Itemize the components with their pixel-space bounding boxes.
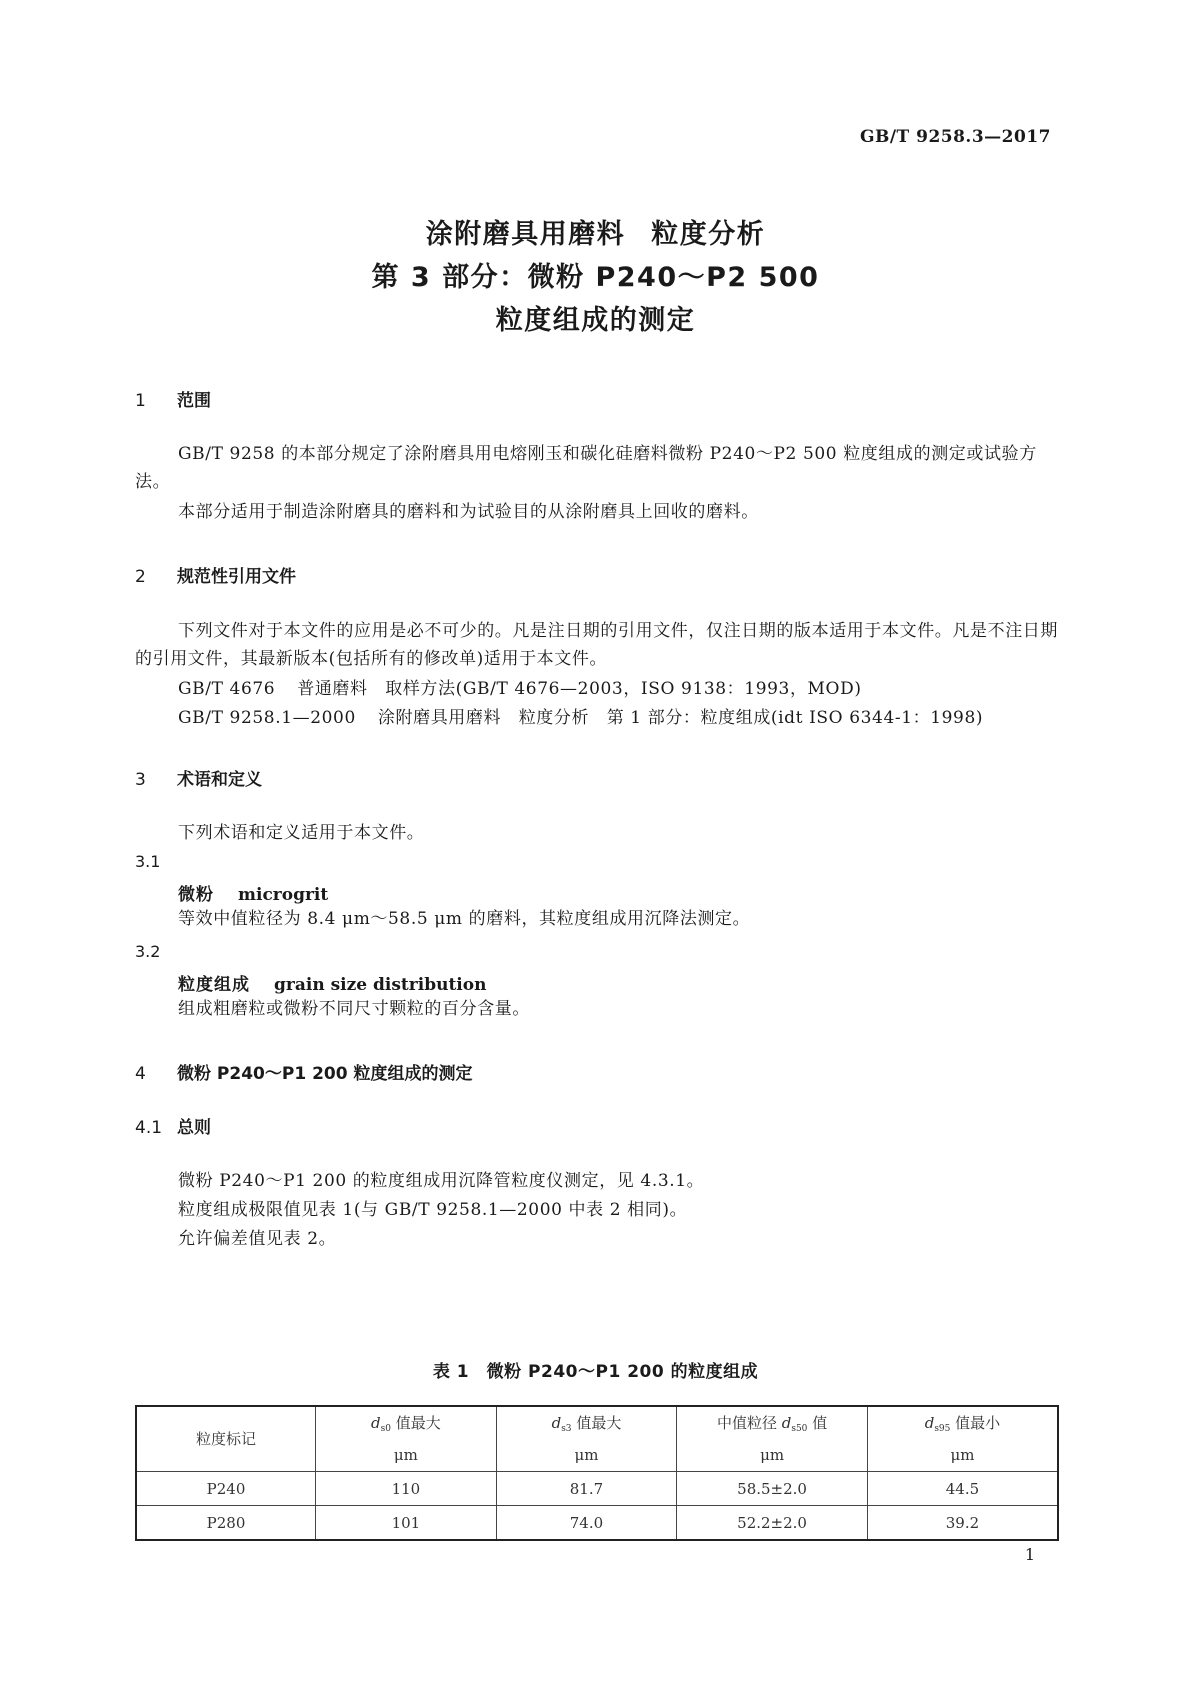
section-2-number: 2 <box>135 567 146 587</box>
header-ds0-symbol: d <box>371 1414 381 1432</box>
section-4-1-heading <box>135 1113 211 1138</box>
header-ds50-prefix: 中值粒径 <box>716 1414 782 1432</box>
header-ds3-max <box>496 1406 677 1472</box>
table-1 <box>135 1405 1059 1541</box>
reference-2 <box>178 704 1058 732</box>
section-4-1-number: 4.1 <box>135 1118 163 1138</box>
header-ds95-min <box>867 1406 1058 1472</box>
section-1-heading <box>135 386 211 411</box>
header-ds50-subscript: s50 <box>791 1424 808 1434</box>
title-line-2: 第 3 部分：微粉 P240～P2 500 <box>371 262 820 293</box>
section-4-1-paragraph-3: 允许偏差值见表 2。 <box>178 1229 337 1249</box>
page-number: 1 <box>1024 1545 1035 1564</box>
header-ds50-symbol: d <box>781 1414 792 1432</box>
section-1-number: 1 <box>135 391 146 411</box>
section-4-number: 4 <box>135 1064 146 1084</box>
table-row <box>136 1472 1058 1506</box>
reference-1-text: 普通磨料 取样方法(GB/T 4676—2003，ISO 9138：1993，MOD) <box>297 679 862 699</box>
reference-2-code: GB/T 9258.1—2000 <box>178 708 356 728</box>
section-4-title: 微粉 P240～P1 200 粒度组成的测定 <box>177 1064 473 1084</box>
header-ds95-subscript: s95 <box>934 1424 951 1434</box>
section-4-1-paragraph-2: 粒度组成极限值见表 1(与 GB/T 9258.1—2000 中表 2 相同)。 <box>178 1200 688 1220</box>
section-3-title: 术语和定义 <box>177 770 262 790</box>
section-3-number: 3 <box>135 770 146 790</box>
header-grit-designation: 粒度标记 <box>136 1406 316 1472</box>
term-2-definition: 组成粗磨粒或微粉不同尺寸颗粒的百分含量。 <box>178 999 530 1019</box>
term-1-number: 3.1 <box>135 852 161 871</box>
header-ds95-label: 值最小 <box>955 1414 1001 1432</box>
header-ds95-symbol: d <box>924 1414 935 1432</box>
table-cell: P240 <box>136 1472 316 1506</box>
table-cell: 110 <box>316 1472 497 1506</box>
term-1-english: microgrit <box>238 885 329 905</box>
section-3-heading <box>135 765 262 790</box>
term-2-name <box>178 970 1058 995</box>
table-cell: 81.7 <box>496 1472 677 1506</box>
title-line-1-part-b: 粒度分析 <box>651 219 766 250</box>
header-ds50-median <box>677 1406 868 1472</box>
section-1-paragraph-2: 本部分适用于制造涂附磨具的磨料和为试验目的从涂附磨具上回收的磨料。 <box>178 502 759 522</box>
header-ds0-label: 值最大 <box>395 1414 441 1432</box>
table-cell: 74.0 <box>496 1506 677 1541</box>
table-cell: P280 <box>136 1506 316 1541</box>
reference-2-text: 涂附磨具用磨料 粒度分析 第 1 部分：粒度组成(idt ISO 6344-1：1998) <box>377 708 984 728</box>
header-ds3-label: 值最大 <box>576 1414 622 1432</box>
term-2-english: grain size distribution <box>274 975 487 995</box>
section-2-paragraph-1: 下列文件对于本文件的应用是必不可少的。凡是注日期的引用文件，仅注日期的版本适用于本文件。凡是不注日期的引用文件，其最新版本(包括所有的修改单)适用于本文件。 <box>135 621 1058 669</box>
table-cell: 58.5±2.0 <box>677 1472 868 1506</box>
table-1-caption: 表 1 微粉 P240～P1 200 的粒度组成 <box>432 1362 759 1382</box>
header-ds0-subscript: s0 <box>380 1424 391 1434</box>
section-4-1-paragraph-1: 微粉 P240～P1 200 的粒度组成用沉降管粒度仪测定，见 4.3.1。 <box>178 1171 705 1191</box>
section-1-paragraph-1: GB/T 9258 的本部分规定了涂附磨具用电熔刚玉和碳化硅磨料微粉 P240～P2 500 粒度组成的测定或试验方法。 <box>135 444 1037 492</box>
header-ds0-max <box>316 1406 497 1472</box>
term-1-chinese: 微粉 <box>178 885 214 905</box>
section-2-heading <box>135 562 296 587</box>
table-row <box>136 1506 1058 1541</box>
term-2-chinese: 粒度组成 <box>178 975 250 995</box>
header-ds0-unit: μm <box>393 1446 418 1464</box>
header-ds3-unit: μm <box>574 1446 599 1464</box>
title-line-3: 粒度组成的测定 <box>495 305 696 336</box>
section-1-title: 范围 <box>177 391 211 411</box>
header-ds95-unit: μm <box>950 1446 975 1464</box>
reference-1-code: GB/T 4676 <box>178 679 276 699</box>
standard-code: GB/T 9258.3—2017 <box>859 127 1051 147</box>
table-cell: 101 <box>316 1506 497 1541</box>
section-4-heading <box>135 1059 472 1084</box>
term-1-definition: 等效中值粒径为 8.4 μm～58.5 μm 的磨料，其粒度组成用沉降法测定。 <box>178 909 751 929</box>
table-cell: 52.2±2.0 <box>677 1506 868 1541</box>
term-2-number: 3.2 <box>135 942 161 961</box>
header-ds3-symbol: d <box>551 1414 562 1432</box>
header-ds50-unit: μm <box>760 1446 785 1464</box>
table-cell: 39.2 <box>867 1506 1058 1541</box>
reference-1 <box>178 675 1058 703</box>
title-line-1-part-a: 涂附磨具用磨料 <box>425 219 626 250</box>
header-ds3-subscript: s3 <box>561 1424 572 1434</box>
header-ds50-label: 值 <box>812 1414 828 1432</box>
section-4-1-title: 总则 <box>177 1118 211 1138</box>
term-1-name <box>178 880 1058 905</box>
table-cell: 44.5 <box>867 1472 1058 1506</box>
title-line-1 <box>0 212 1191 251</box>
section-2-title: 规范性引用文件 <box>177 567 296 587</box>
table-header-row <box>136 1406 1058 1472</box>
section-3-paragraph-1: 下列术语和定义适用于本文件。 <box>178 823 425 843</box>
